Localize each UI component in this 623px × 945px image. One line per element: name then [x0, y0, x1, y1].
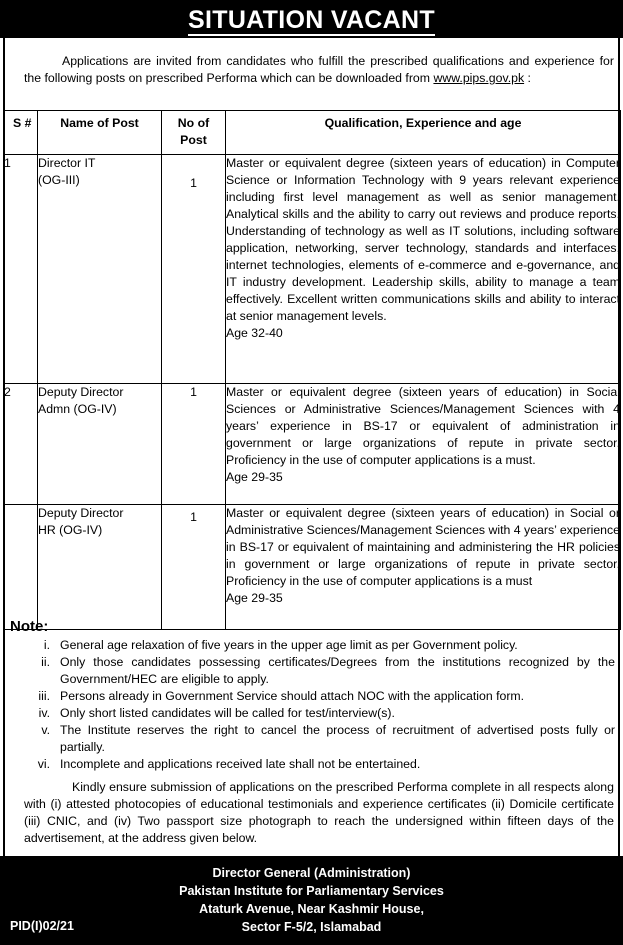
note-number: i.	[43, 638, 50, 652]
note-text: Only short listed candidates will be called for test/interview(s).	[60, 706, 395, 720]
header-qualification: Qualification, Experience and age	[226, 111, 621, 155]
posts-table	[3, 110, 621, 630]
intro-text: Applications are invited from candidates who fulfill the prescribed qualifications and experience for the following posts on prescribed Performa which can be downloaded from	[24, 54, 614, 85]
note-number: vi.	[37, 757, 50, 771]
address-line-title: Director General (Administration)	[212, 866, 411, 880]
row-post-name	[38, 384, 162, 505]
notes-title: Note:	[10, 618, 49, 635]
age-range: Age 29-35	[226, 591, 283, 605]
address-line-institute: Pakistan Institute for Parliamentary Services	[179, 884, 444, 898]
note-text: The Institute reserves the right to cancel the process of recruitment of advertised posts fully or partially.	[60, 723, 615, 754]
row-post-count: 1	[162, 505, 226, 630]
note-text: Only those candidates possessing certificates/Degrees from the institutions recognized by the Government/HEC are eligible to apply.	[60, 655, 615, 686]
row-post-name	[38, 155, 162, 384]
note-item	[22, 705, 615, 722]
intro-paragraph	[24, 53, 614, 87]
age-range: Age 29-35	[226, 470, 283, 484]
row-qualification	[226, 505, 621, 630]
note-number: ii.	[41, 655, 50, 669]
address-block	[0, 864, 623, 936]
post-name-line2: Admn (OG-IV)	[38, 402, 117, 416]
note-number: iii.	[38, 689, 50, 703]
notes-list	[22, 637, 615, 773]
post-name-line1: Deputy Director	[38, 506, 124, 520]
pid-code: PID(I)02/21	[10, 919, 74, 933]
address-line-sector: Sector F-5/2, Islamabad	[241, 920, 382, 934]
post-name-line2: (OG-III)	[38, 173, 80, 187]
note-item	[22, 688, 615, 705]
row-sno	[4, 505, 38, 630]
header-no-of-post-line1: No of	[177, 116, 210, 130]
header-name-of-post: Name of Post	[38, 111, 162, 155]
row-post-count: 1	[162, 155, 226, 384]
header-bar	[0, 0, 623, 38]
table-row	[4, 155, 621, 384]
post-name-line1: Deputy Director	[38, 385, 124, 399]
footer-bar	[0, 856, 623, 945]
note-number: v.	[41, 723, 50, 737]
age-range: Age 32-40	[226, 326, 283, 340]
row-qualification	[226, 384, 621, 505]
post-name-line2: HR (OG-IV)	[38, 523, 103, 537]
note-item	[22, 722, 615, 756]
table-row	[4, 505, 621, 630]
header-sno: S #	[4, 111, 38, 155]
note-text: Incomplete and applications received late shall not be entertained.	[60, 757, 421, 771]
qualification-text: Master or equivalent degree (sixteen years of education) in Social or Administrative Sciences/Management Sciences with 4 years’ experience in BS-17 or equivalent of maintaining and administering the HR policies in government or large organizations of repute in private sector. Proficiency in the use of computer applications is a must	[226, 506, 620, 588]
address-line-street: Ataturk Avenue, Near Kashmir House,	[199, 902, 424, 916]
row-post-count: 1	[162, 384, 226, 505]
note-item	[22, 756, 615, 773]
note-item	[22, 654, 615, 688]
header-no-of-post-line2: Post	[180, 133, 207, 147]
qualification-text: Master or equivalent degree (sixteen years of education) in Computer Science or Information Technology with 9 years relevant experience including first level management as well as senior management. Analytical skills and the ability to carry out reviews and produce reports. Understanding of technology as well as IT solutions, including software application, networking, server technology, standards and interfaces, internet technologies, elements of e-commerce and e-governance, and IT industry development. Leadership skills, ability to manage a team effectively. Excellent written communications skills and ability to interact at senior management levels.	[226, 156, 620, 323]
row-sno: 1	[4, 155, 38, 384]
website-link[interactable]: www.pips.gov.pk	[433, 71, 525, 85]
table-row	[4, 384, 621, 505]
qualification-text: Master or equivalent degree (sixteen years of education) in Social Sciences or Administrative Sciences/Management Sciences with 4 years’ experience in BS-17 or equivalent of administration in government or large organizations of repute in private sector. Proficiency in the use of computer applications is a must.	[226, 385, 620, 467]
note-item	[22, 637, 615, 654]
row-sno: 2	[4, 384, 38, 505]
row-qualification	[226, 155, 621, 384]
row-post-name	[38, 505, 162, 630]
note-text: Persons already in Government Service should attach NOC with the application form.	[60, 689, 525, 703]
note-number: iv.	[38, 706, 50, 720]
closing-paragraph: Kindly ensure submission of applications on the prescribed Performa complete in all respects along with (i) attested photocopies of educational testimonials and experience certificates (ii) Domicile certificate (iii) CNIC, and (iv) Two passport size photograph to reach the undersigned within fifteen days of the advertisement, at the address given below.	[24, 780, 614, 845]
table-header-row	[4, 111, 621, 155]
note-text: General age relaxation of five years in the upper age limit as per Government policy.	[60, 638, 518, 652]
page-title: SITUATION VACANT	[188, 6, 435, 34]
post-name-line1: Director IT	[38, 156, 96, 170]
header-no-of-post	[162, 111, 226, 155]
intro-suffix: :	[524, 71, 531, 85]
